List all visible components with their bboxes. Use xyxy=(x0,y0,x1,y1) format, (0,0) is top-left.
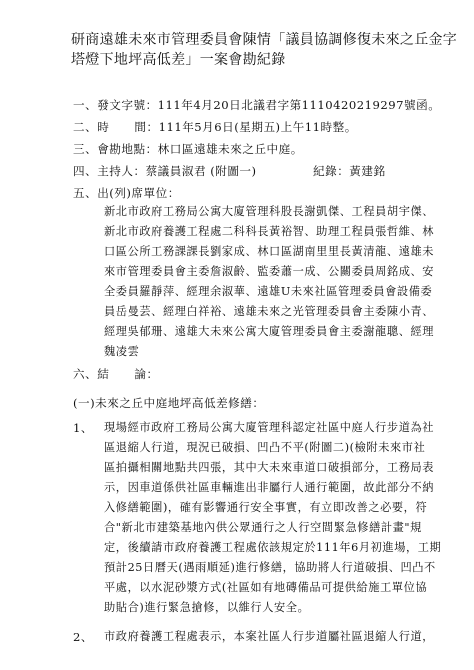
paragraph-1-line: 合"新北市建築基地內供公眾通行之人行空間緊急修繕計畫"規 xyxy=(104,521,422,534)
paragraph-1-line: 入修繕範圍)，確有影響通行安全事實，有立即改善之必要，符 xyxy=(104,501,428,514)
attendees-line: 新北市政府養護工程處二科科長黃裕智、助理工程員張哲維、林 xyxy=(104,225,435,238)
section-heading-1: (一)未來之丘中庭地坪高低差修繕： xyxy=(73,396,265,410)
conclusion-heading: 六、結 論： xyxy=(73,367,159,381)
paragraph-1-line: 現場經市政府工務局公寓大廈管理科認定社區中庭人行步道為社 xyxy=(104,421,435,434)
attendees-line: 新北市政府工務局公寓大廈管理科股長謝凱傑、工程員胡宇傑、 xyxy=(104,205,435,218)
document-title-line-2: 塔燈下地坪高低差」一案會勘紀錄 xyxy=(71,52,286,68)
reference-number: 一、發文字號：111年4月20日北議君字第1110420219297號函。 xyxy=(73,98,441,112)
document-title-line-1: 研商遠雄未來市管理委員會陳情「議員協調修復未來之丘金字 xyxy=(71,32,458,48)
paragraph-1-number: 1、 xyxy=(73,421,93,435)
paragraph-1-line: 定，後續請市政府養護工程處依該規定於111年6月初進場，工期 xyxy=(104,541,442,554)
paragraph-2-line: 市政府養護工程處表示，本案社區人行步道屬社區退縮人行道， xyxy=(104,630,435,643)
meeting-location: 三、會勘地點：林口區遠雄未來之丘中庭。 xyxy=(73,142,303,156)
attendees-line: 來市管理委員會主委詹淑齡、監委蕭一成、公關委員周銘成、安 xyxy=(104,265,435,278)
paragraph-1-line: 示，因車道係供社區車輛進出非屬行人通行範圍，故此部分不納 xyxy=(104,481,435,494)
attendees-line: 口區公所工務課課長劉家成、林口區湖南里里長黃清龍、遠雄未 xyxy=(104,245,435,258)
attendees-heading: 五、出(列)席單位： xyxy=(73,186,180,200)
paragraph-2-number: 2、 xyxy=(73,630,93,644)
paragraph-1-line: 區退縮人行道，現況已破損、凹凸不平(附圖二)(檢附未來市社 xyxy=(104,441,426,454)
paragraph-1-line: 預計25日曆天(遇雨順延)進行修繕，協助將人行道破損、凹凸不 xyxy=(104,561,436,574)
meeting-recorder: 紀錄：黃建銘 xyxy=(313,164,386,178)
attendees-line: 員岳曼芸、經理白祥裕、遠雄未來之光管理委員會主委陳小青、 xyxy=(104,305,435,318)
paragraph-1-line: 助貼合)進行緊急搶修，以維行人安全。 xyxy=(104,601,310,614)
attendees-line: 全委員羅靜萍、經理余淑華、遠雄U未來社區管理委員會設備委 xyxy=(104,285,433,298)
meeting-time: 二、時 間：111年5月6日(星期五)上午11時整。 xyxy=(73,120,357,134)
meeting-host: 四、主持人：蔡議員淑君 (附圖一) xyxy=(73,164,257,178)
attendees-line: 經理吳郁珊、遠雄大未來公寓大廈管理委員會主委謝龍聰、經理 xyxy=(104,325,435,338)
paragraph-1-line: 區拍攝相關地點共四張，其中大未來車道口破損部分，工務局表 xyxy=(104,461,435,474)
attendees-line: 魏凌雲 xyxy=(104,345,140,358)
paragraph-1-line: 平處，以水泥砂漿方式(社區如有地磚備品可提供給施工單位協 xyxy=(104,581,428,594)
